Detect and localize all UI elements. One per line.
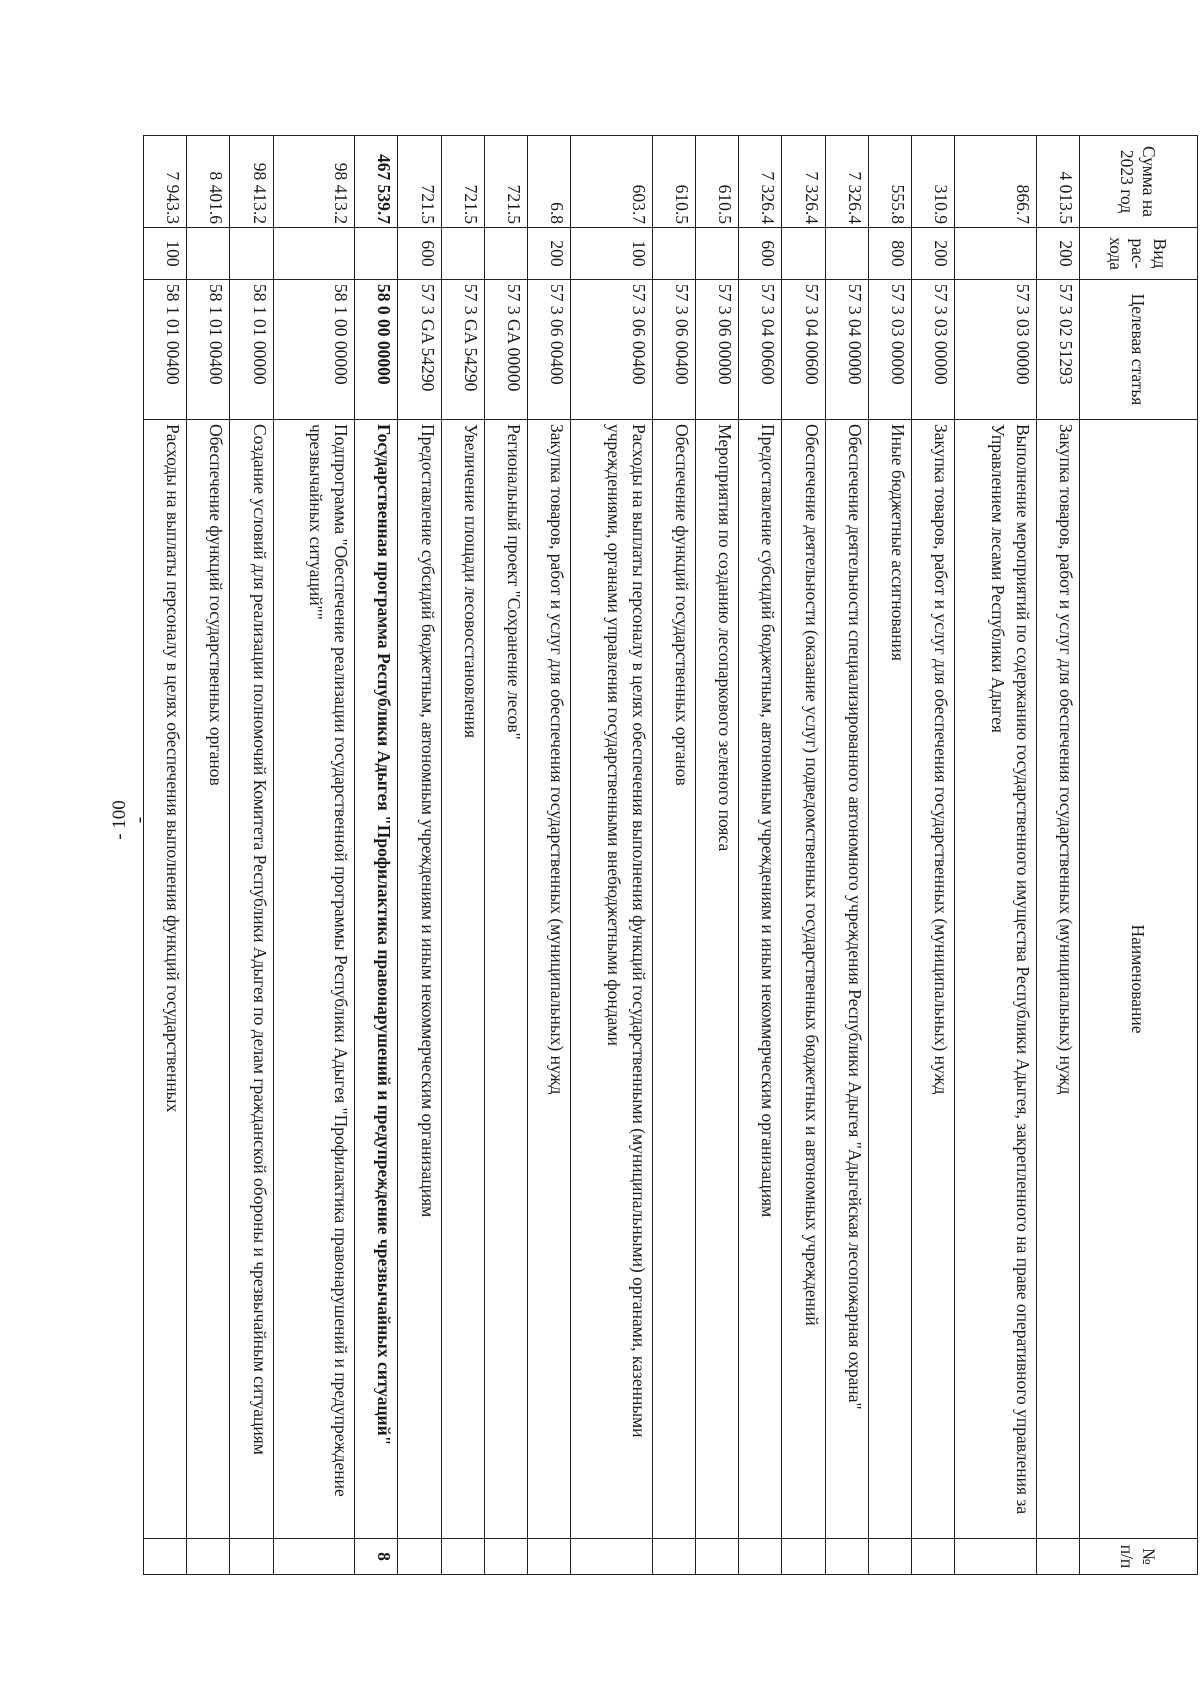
header-kind: Вид рас-хода xyxy=(1080,228,1198,280)
cell-amount: 721.5 xyxy=(441,136,484,228)
cell-num xyxy=(398,1539,441,1575)
cell-amount: 610.5 xyxy=(696,136,739,228)
cell-name: Увеличение площади лесовосстановления xyxy=(441,420,484,1539)
table-row xyxy=(484,136,527,1575)
cell-name: Обеспечение функций государственных органов xyxy=(187,420,230,1539)
table-row xyxy=(1036,136,1079,1575)
cell-kind xyxy=(441,228,484,280)
cell-num xyxy=(144,1539,187,1575)
cell-name: Государственная программа Республики Адыгея "Профилактика правонарушений и предупреждение чрезвычайных ситуаций" xyxy=(355,420,398,1539)
cell-name: Мероприятия по созданию лесопаркового зеленого пояса xyxy=(696,420,739,1539)
cell-amount: 555.8 xyxy=(868,136,911,228)
cell-name: Расходы на выплаты персоналу в целях обеспечения выполнения функций государственными (муниципальными) органами, казенными учреждениями, органами управления государственными внебюджетными фондами xyxy=(571,420,653,1539)
cell-kind xyxy=(484,228,527,280)
cell-num xyxy=(696,1539,739,1575)
table-row xyxy=(739,136,782,1575)
table-row xyxy=(652,136,695,1575)
page-number: - 100 - xyxy=(109,800,150,840)
cell-num xyxy=(187,1539,230,1575)
cell-amount: 8 401.6 xyxy=(187,136,230,228)
cell-name: Закупка товаров, работ и услуг для обеспечения государственных (муниципальных) нужд xyxy=(911,420,954,1539)
budget-table xyxy=(143,135,1198,1575)
table-row xyxy=(230,136,273,1575)
cell-target: 57 3 GA 00000 xyxy=(484,280,527,420)
cell-name: Предоставление субсидий бюджетным, автономным учреждениям и иным некоммерческим организациям xyxy=(739,420,782,1539)
cell-amount: 7 943.3 xyxy=(144,136,187,228)
cell-num xyxy=(528,1539,571,1575)
cell-name: Обеспечение функций государственных органов xyxy=(652,420,695,1539)
cell-kind: 600 xyxy=(398,228,441,280)
cell-amount: 6.8 xyxy=(528,136,571,228)
cell-target: 57 3 06 00400 xyxy=(528,280,571,420)
table-row xyxy=(528,136,571,1575)
cell-target: 57 3 04 00600 xyxy=(739,280,782,420)
cell-target: 57 3 03 00000 xyxy=(911,280,954,420)
cell-kind xyxy=(955,228,1037,280)
cell-num xyxy=(955,1539,1037,1575)
cell-amount: 4 013.5 xyxy=(1036,136,1079,228)
cell-kind: 100 xyxy=(144,228,187,280)
cell-target: 58 0 00 00000 xyxy=(355,280,398,420)
table-row xyxy=(696,136,739,1575)
cell-num xyxy=(441,1539,484,1575)
cell-kind xyxy=(652,228,695,280)
table-row xyxy=(955,136,1037,1575)
header-num: № п/п xyxy=(1080,1539,1198,1575)
table-row xyxy=(355,136,398,1575)
cell-num: 8 xyxy=(355,1539,398,1575)
cell-target: 57 3 06 00400 xyxy=(571,280,653,420)
cell-kind xyxy=(825,228,868,280)
budget-table-wrapper xyxy=(143,135,1198,1575)
cell-amount: 7 326.4 xyxy=(825,136,868,228)
cell-amount: 98 413.2 xyxy=(230,136,273,228)
cell-num xyxy=(230,1539,273,1575)
table-row xyxy=(398,136,441,1575)
cell-name: Выполнение мероприятий по содержанию государственного имущества Республики Адыгея, закрепленного на праве оперативного управления за Управлением лесами Республики Адыгея xyxy=(955,420,1037,1539)
cell-name: Создание условий для реализации полномочий Комитета Республики Адыгея по делам гражданской обороны и чрезвычайным ситуациям xyxy=(230,420,273,1539)
cell-target: 57 3 06 00000 xyxy=(696,280,739,420)
cell-kind: 800 xyxy=(868,228,911,280)
cell-num xyxy=(1036,1539,1079,1575)
cell-target: 57 3 03 00000 xyxy=(955,280,1037,420)
table-row xyxy=(441,136,484,1575)
cell-num xyxy=(273,1539,355,1575)
cell-target: 58 1 00 00000 xyxy=(273,280,355,420)
cell-name: Предоставление субсидий бюджетным, автономным учреждениям и иным некоммерческим организациям xyxy=(398,420,441,1539)
cell-target: 57 3 04 00000 xyxy=(825,280,868,420)
cell-amount: 98 413.2 xyxy=(273,136,355,228)
cell-target: 57 3 GA 54290 xyxy=(398,280,441,420)
cell-amount: 721.5 xyxy=(484,136,527,228)
cell-target: 57 3 GA 54290 xyxy=(441,280,484,420)
cell-num xyxy=(484,1539,527,1575)
cell-amount: 7 326.4 xyxy=(782,136,825,228)
cell-name: Обеспечение деятельности (оказание услуг) подведомственных государственных бюджетных и автономных учреждений xyxy=(782,420,825,1539)
cell-name: Региональный проект "Сохранение лесов" xyxy=(484,420,527,1539)
cell-amount: 467 539.7 xyxy=(355,136,398,228)
cell-target: 57 3 06 00400 xyxy=(652,280,695,420)
cell-num xyxy=(911,1539,954,1575)
cell-amount: 610.5 xyxy=(652,136,695,228)
cell-num xyxy=(825,1539,868,1575)
table-row xyxy=(144,136,187,1575)
cell-amount: 866.7 xyxy=(955,136,1037,228)
cell-num xyxy=(868,1539,911,1575)
cell-kind: 200 xyxy=(1036,228,1079,280)
table-row xyxy=(825,136,868,1575)
header-name: Наименование xyxy=(1080,420,1198,1539)
table-body xyxy=(144,136,1080,1575)
table-row xyxy=(571,136,653,1575)
cell-target: 57 3 04 00600 xyxy=(782,280,825,420)
cell-name: Закупка товаров, работ и услуг для обеспечения государственных (муниципальных) нужд xyxy=(1036,420,1079,1539)
header-amount: Сумма на 2023 год xyxy=(1080,136,1198,228)
cell-name: Иные бюджетные ассигнования xyxy=(868,420,911,1539)
cell-kind: 200 xyxy=(911,228,954,280)
cell-target: 57 3 03 00000 xyxy=(868,280,911,420)
cell-kind: 100 xyxy=(571,228,653,280)
table-row xyxy=(273,136,355,1575)
cell-kind xyxy=(782,228,825,280)
cell-kind: 600 xyxy=(739,228,782,280)
cell-num xyxy=(782,1539,825,1575)
cell-kind xyxy=(187,228,230,280)
cell-target: 58 1 01 00000 xyxy=(230,280,273,420)
cell-amount: 310.9 xyxy=(911,136,954,228)
table-row xyxy=(782,136,825,1575)
cell-target: 57 3 02 51293 xyxy=(1036,280,1079,420)
cell-target: 58 1 01 00400 xyxy=(187,280,230,420)
cell-amount: 603.7 xyxy=(571,136,653,228)
cell-name: Подпрограмма "Обеспечение реализации государственной программы Республики Адыгея "Профилактика правонарушений и предупреждение чрезвычайных ситуаций"" xyxy=(273,420,355,1539)
cell-name: Обеспечение деятельности специализированного автономного учреждения Республики Адыгея "Адыгейская лесопожарная охрана" xyxy=(825,420,868,1539)
header-target: Целевая статья xyxy=(1080,280,1198,420)
table-row xyxy=(868,136,911,1575)
cell-name: Расходы на выплаты персоналу в целях обеспечения выполнения функций государственных xyxy=(144,420,187,1539)
cell-target: 58 1 01 00400 xyxy=(144,280,187,420)
table-row xyxy=(187,136,230,1575)
cell-num xyxy=(739,1539,782,1575)
cell-kind: 200 xyxy=(528,228,571,280)
cell-kind xyxy=(230,228,273,280)
cell-num xyxy=(571,1539,653,1575)
table-header-row xyxy=(1080,136,1198,1575)
cell-kind xyxy=(696,228,739,280)
cell-amount: 721.5 xyxy=(398,136,441,228)
cell-amount: 7 326.4 xyxy=(739,136,782,228)
cell-num xyxy=(652,1539,695,1575)
table-row xyxy=(911,136,954,1575)
cell-name: Закупка товаров, работ и услуг для обеспечения государственных (муниципальных) нужд xyxy=(528,420,571,1539)
cell-kind xyxy=(355,228,398,280)
cell-kind xyxy=(273,228,355,280)
